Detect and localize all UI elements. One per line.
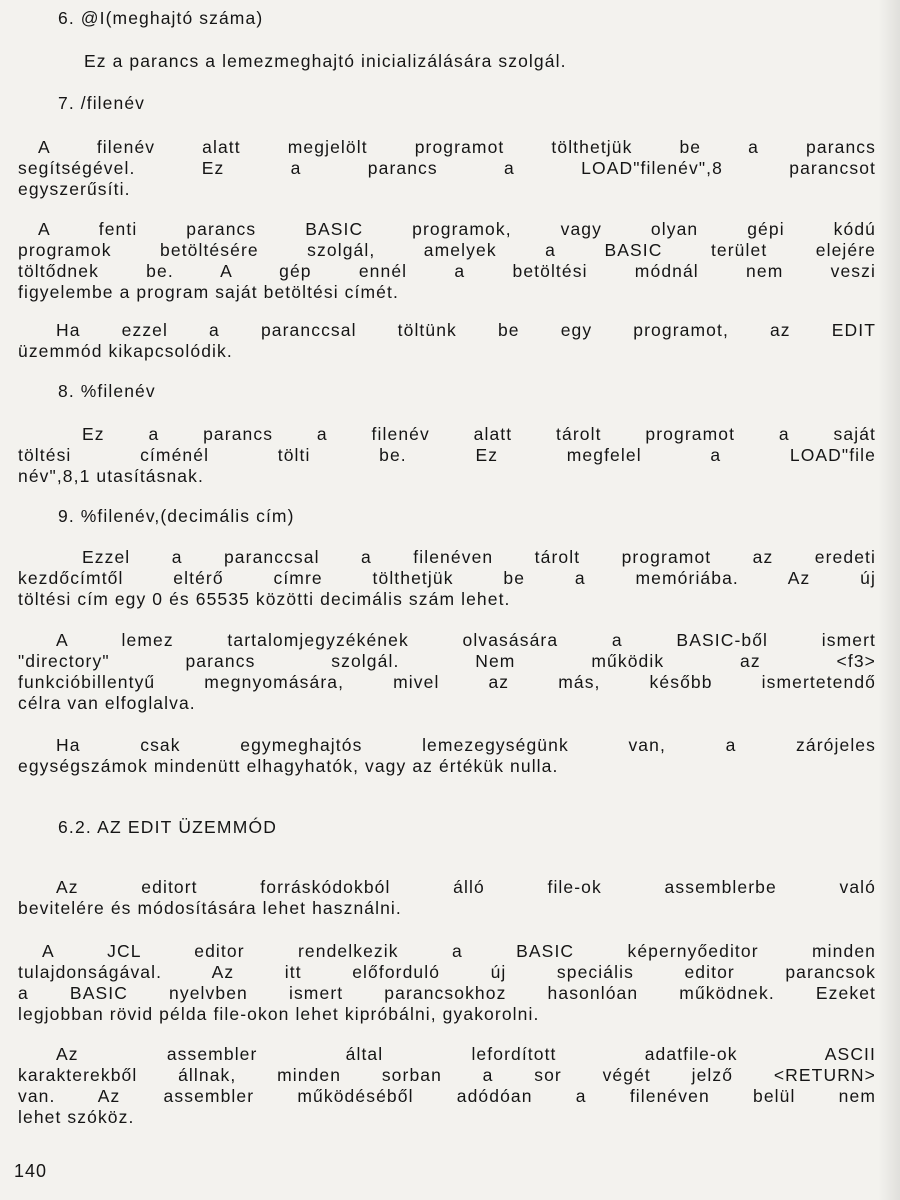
paragraph-line: töltési cím egy 0 és 65535 közötti decimális szám lehet. [18,589,511,609]
paragraph-line: Ez a parancs a filenév alatt tárolt programot a saját [82,424,876,444]
paragraph-line: bevitelére és módosítására lehet használni. [18,898,402,918]
paragraph-line: a BASIC nyelvben ismert parancsokhoz hasonlóan működnek. Ezeket [18,983,876,1003]
paragraph-line: Az assembler által lefordított adatfile-ok ASCII [56,1044,876,1064]
paragraph-line: A fenti parancs BASIC programok, vagy olyan gépi kódú [38,219,876,239]
paragraph-line: célra van elfoglalva. [18,693,196,713]
paragraph-line: "directory" parancs szolgál. Nem működik az <f3> [18,651,876,671]
list-item-6 [58,8,858,29]
section-heading: 6.2. AZ EDIT ÜZEMMÓD [58,817,278,837]
paragraph-line: A JCL editor rendelkezik a BASIC képernyőeditor minden [42,941,876,961]
paragraph-line: segítségével. Ez a parancs a LOAD"filenév",8 parancsot [18,158,876,178]
paragraph-line: egységszámok mindenütt elhagyhatók, vagy az értékük nulla. [18,756,559,776]
item-number: 7. [58,93,75,113]
paragraph-line: legjobban rövid példa file-okon lehet kipróbálni, gyakorolni. [18,1004,540,1024]
paragraph-2 [18,137,876,200]
paragraph-4 [18,320,876,362]
paragraph-line: figyelembe a program saját betöltési címét. [18,282,399,302]
item-text: /filenév [80,93,146,113]
paragraph-line: Ezzel a paranccsal a filenéven tárolt programot az eredeti [82,547,876,567]
paragraph-line: funkcióbillentyű megnyomására, mivel az más, később ismertetendő [18,672,876,692]
paragraph-line: töltési címénél tölti be. Ez megfelel a LOAD"file [18,445,876,465]
paragraph-7 [18,630,876,714]
item-text: %filenév [80,381,156,401]
paragraph-line: Ez a parancs a lemezmeghajtó inicializálására szolgál. [84,51,567,71]
paragraph-line: kezdőcímtől eltérő címre tölthetjük be a memóriába. Az új [18,568,876,588]
paragraph-10 [18,941,876,1025]
paragraph-line: név",8,1 utasításnak. [18,466,204,486]
paragraph-line: töltődnek be. A gép ennél a betöltési módnál nem veszi [18,261,876,281]
paragraph-1 [84,51,864,72]
item-text: @I(meghajtó száma) [80,8,264,28]
paragraph-9 [18,877,876,919]
list-item-9 [58,506,858,527]
paragraph-3 [18,219,876,303]
scan-edge-shadow [878,0,900,1200]
item-number: 6. [58,8,75,28]
paragraph-6 [18,547,876,610]
item-number: 8. [58,381,75,401]
paragraph-line: lehet szóköz. [18,1107,135,1127]
paragraph-line: Az editort forráskódokból álló file-ok assemblerbe való [56,877,876,897]
paragraph-line: Ha csak egymeghajtós lemezegységünk van, a zárójeles [56,735,876,755]
paragraph-5 [18,424,876,487]
paragraph-line: egyszerűsíti. [18,179,131,199]
paragraph-line: A lemez tartalomjegyzékének olvasására a BASIC-ből ismert [56,630,876,650]
page-number: 140 [14,1161,48,1181]
paragraph-line: üzemmód kikapcsolódik. [18,341,233,361]
paragraph-11 [18,1044,876,1128]
list-item-8 [58,381,858,402]
list-item-7 [58,93,858,114]
paragraph-line: programok betöltésére szolgál, amelyek a BASIC terület elejére [18,240,876,260]
item-number: 9. [58,506,75,526]
paragraph-line: tulajdonságával. Az itt előforduló új speciális editor parancsok [18,962,876,982]
paragraph-8 [18,735,876,777]
paragraph-line: Ha ezzel a paranccsal töltünk be egy programot, az EDIT [56,320,876,340]
paragraph-line: van. Az assembler működéséből adódóan a filenéven belül nem [18,1086,876,1106]
paragraph-line: A filenév alatt megjelölt programot tölthetjük be a parancs [38,137,876,157]
item-text: %filenév,(decimális cím) [80,506,295,526]
paragraph-line: karakterekből állnak, minden sorban a sor végét jelző <RETURN> [18,1065,876,1085]
